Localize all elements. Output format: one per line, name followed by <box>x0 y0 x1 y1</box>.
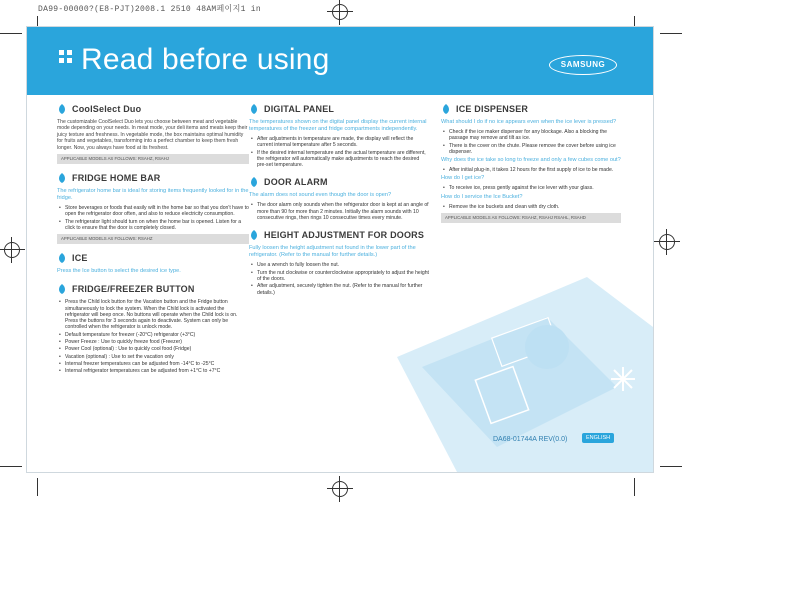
column-2 <box>249 103 429 304</box>
list-item: • After initial plug-in, it takes 12 hours for the first supply of ice to be made. <box>449 167 621 173</box>
section-digital-panel <box>249 103 429 168</box>
column-3 <box>441 103 621 231</box>
leaf-icon <box>57 283 67 295</box>
section-lead: Fully loosen the height adjustment nut found in the lower part of the refrigerator. (Refer to the manual for further details.) <box>249 245 416 259</box>
section-ice <box>57 252 249 275</box>
bullet-list <box>57 205 249 231</box>
section-title: FRIDGE HOME BAR <box>72 173 161 184</box>
applicable-models: APPLICABLE MODELS AS FOLLOWS: RSAHZ, RSAHJ RSAHL, RSAHD <box>441 213 621 223</box>
document-code: DA68-01744A REV(0.0) <box>493 436 568 443</box>
list-item: • To receive ice, press gently against the ice lever with your glass. <box>449 185 621 191</box>
section-lead: The refrigerator home bar is ideal for storing items frequently looked for in the fridge. <box>57 188 249 202</box>
list-item: • Power Cool (optional) : Use to quickly cool food (Fridge) <box>65 346 249 352</box>
leaf-icon <box>57 252 67 264</box>
list-item: • Remove the ice buckets and clean with dry cloth. <box>449 204 621 210</box>
question: How do I get ice? <box>441 175 485 182</box>
section-lead: The temperatures shown on the digital panel display the current internal temperatures of the freezer and fridge compartments independently. <box>249 119 427 132</box>
crop-mark <box>660 466 682 467</box>
list-item: • Use a wrench to fully loosen the nut. <box>257 262 429 268</box>
leaf-icon <box>249 103 259 115</box>
list-item: • After adjustment, securely tighten the nut. (Refer to the manual for further details.) <box>257 283 429 296</box>
bullet-list <box>441 204 621 210</box>
list-item: • Turn the nut clockwise or counterclockwise appropriately to adjust the height of the doors. <box>257 270 429 283</box>
question: Why does the ice take so long to freeze and only a few cubes come out? <box>441 157 621 164</box>
list-item: • Vacation (optional) : Use to set the vacation only <box>65 354 249 360</box>
list-item: • Default temperature for freezer (-20°C) refrigerator (+3°C) <box>65 332 249 338</box>
column-1 <box>57 103 249 382</box>
crop-mark <box>0 33 22 34</box>
section-fridge-freezer <box>57 283 249 374</box>
page-title: Read before using <box>81 43 330 76</box>
applicable-models: APPLICABLE MODELS AS FOLLOWS: RSAHZ, RSAHJ <box>57 154 249 164</box>
registration-mark <box>332 4 348 20</box>
section-ice-dispenser <box>441 103 621 223</box>
applicable-models: APPLICABLE MODELS AS FOLLOWS: RSAHZ <box>57 234 249 244</box>
registration-mark <box>4 242 20 258</box>
section-title: DIGITAL PANEL <box>264 104 335 114</box>
bullet-list <box>441 129 621 155</box>
leaf-icon <box>249 229 259 241</box>
leaf-icon <box>249 176 259 188</box>
manual-page <box>26 26 654 473</box>
list-item: • The door alarm only sounds when the refrigerator door is kept at an angle of more than 90 for more than 2 minutes. Initially the alarm sounds with 10 consecutive rings, then rings 10 consecutive times every minute. <box>257 202 429 221</box>
section-title: DOOR ALARM <box>264 177 328 188</box>
section-lead: Press the Ice button to select the desired ice type. <box>57 268 181 275</box>
print-header: DA99-00000?(E8-PJT)2008.1 2510 48AM페이지1 in <box>38 5 262 14</box>
list-item: • There is the cover on the chute. Please remove the cover before using ice dispenser. <box>449 143 621 156</box>
bullet-list <box>441 185 621 191</box>
list-item: • Internal freezer temperatures can be adjusted from -14°C to -25°C <box>65 361 249 367</box>
list-item: • After adjustments in temperature are made, the display will reflect the current internal temperature after 5 seconds. <box>257 136 429 149</box>
crop-mark <box>0 466 22 467</box>
section-home-bar <box>57 172 249 244</box>
registration-mark <box>332 481 348 497</box>
section-height-adjustment <box>249 229 429 295</box>
grid-dots-icon <box>59 50 73 64</box>
bullet-list <box>249 262 429 295</box>
list-item: • Power Freeze : Use to quickly freeze food (Freezer) <box>65 339 249 345</box>
bullet-list <box>57 299 249 374</box>
section-title: HEIGHT ADJUSTMENT FOR DOORS <box>264 230 425 241</box>
crop-mark <box>634 478 635 496</box>
list-item: • Press the Child lock button for the Vacation button and the Fridge button simultaneously to lock the system. When the Child lock is activated the refrigerator will beep once. No buttons will operate when the Child lock is on. Press the buttons for 3 seconds again to deactivate. System can only be controlled when the refrigerator is unlock mode. <box>65 299 249 330</box>
language-badge: ENGLISH <box>582 433 614 443</box>
section-lead: The alarm does not sound even though the door is open? <box>249 192 392 199</box>
page-banner <box>27 27 653 95</box>
snowflake-icon <box>611 367 635 391</box>
list-item: • Check if the ice maker dispenser for any blockage. Also a blocking the passage may remove and tilt as ice. <box>449 129 621 142</box>
leaf-icon <box>57 172 67 184</box>
question: What should I do if no ice appears even when the ice lever is pressed? <box>441 119 617 125</box>
section-title: ICE DISPENSER <box>456 104 529 114</box>
section-coolselect <box>57 103 249 164</box>
list-item: • Internal refrigerator temperatures can be adjusted from +1°C to +7°C <box>65 368 249 374</box>
question: How do I service the Ice Bucket? <box>441 193 523 200</box>
list-item: • The refrigerator light should turn on when the home bar is opened. Listen for a click to ensure that the door is completely closed. <box>65 219 249 232</box>
section-title: ICE <box>72 253 88 264</box>
section-body: The customizable CoolSelect Duo lets you choose between meat and vegetable mode depending on your needs. In meat mode, your deli items and meats keep their juicy texture and freshness. In vegetable mode, the box maintains optimal humidity for fruits and vegetables, transforming into a perfect chamber to keep them fresh longer. Now, you always have food at its freshest. <box>57 119 248 151</box>
crop-mark <box>37 478 38 496</box>
section-door-alarm <box>249 176 429 221</box>
bullet-list <box>249 202 429 221</box>
section-title: CoolSelect Duo <box>72 104 142 114</box>
section-title: FRIDGE/FREEZER BUTTON <box>72 284 195 295</box>
crop-mark <box>660 33 682 34</box>
list-item: • Store beverages or foods that easily wilt in the home bar so that you don't have to open the refrigerator door often, and also to reduce electricity consumption. <box>65 205 249 218</box>
leaf-icon <box>57 103 67 115</box>
bullet-list <box>441 167 621 173</box>
bullet-list <box>249 136 429 168</box>
registration-mark <box>659 234 675 250</box>
list-item: • If the desired internal temperature and the actual temperature are different, the refrigerator will automatically make adjustments to reach the desired pre-set temperature. <box>257 150 429 169</box>
samsung-logo: SAMSUNG <box>549 55 617 75</box>
leaf-icon <box>441 103 451 115</box>
